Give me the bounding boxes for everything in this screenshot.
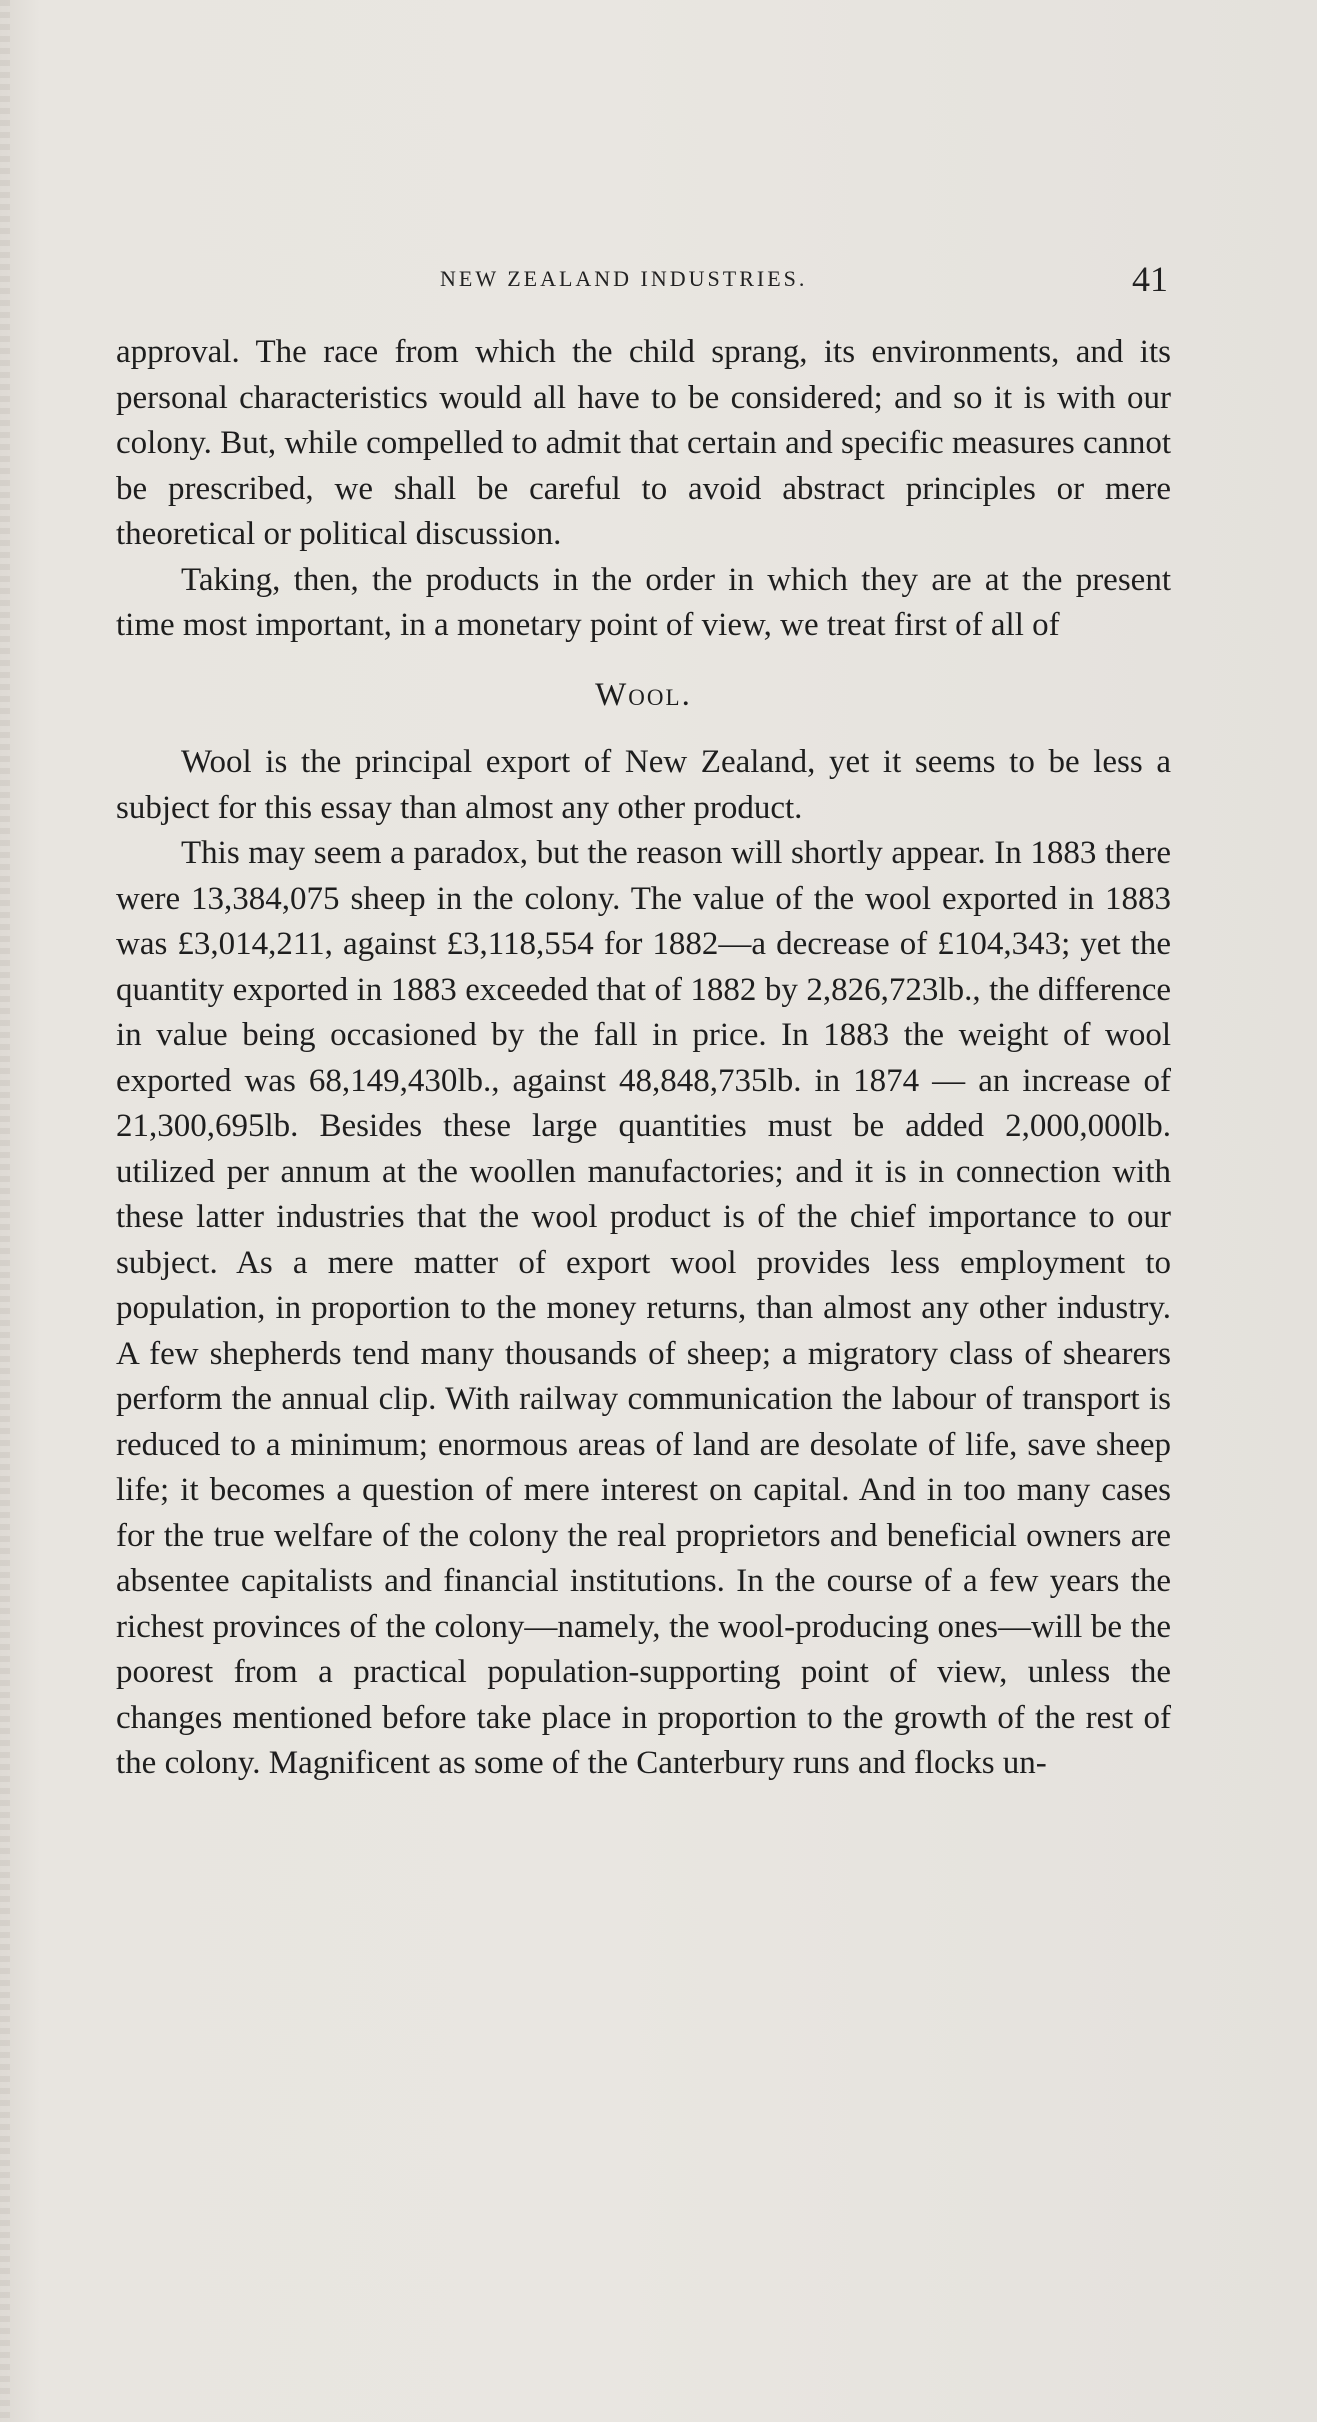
section-heading: Wool. (595, 676, 692, 713)
paragraph-continued: approval. The race from which the child sprang, its environments, and its personal characteristics would all have to be considered; and so it is with our colony. But, while compelled to admit that certain and specific measures cannot be prescribed, we shall be careful to avoid abstract principles or mere theoretical or political discussion. (116, 334, 1171, 552)
paragraph: Wool is the principal export of New Zealand, yet it seems to be less a subject for this essay than almost any other product. (116, 744, 1171, 826)
page-header (0, 258, 1317, 308)
paragraph: This may seem a paradox, but the reason will shortly appear. In 1883 there were 13,384,075 sheep in the colony. The value of the wool exported in 1883 was £3,014,211, against £3,118,554 for 1882—a decrease of £104,343; yet the quantity exported in 1883 exceeded that of 1882 by 2,826,723lb., the difference in value being occasioned by the fall in price. In 1883 the weight of wool exported was 68,149,430lb., against 48,848,735lb. in 1874 — an increase of 21,300,695lb. Besides these large quantities must be added 2,000,000lb. utilized per annum at the woollen manufactories; and it is in connection with these latter industries that the wool product is of the chief importance to our subject. As a mere matter of export wool provides less employment to population, in proportion to the money returns, than almost any other industry. A few shepherds tend many thousands of sheep; a migratory class of shearers perform the annual clip. With railway communication the labour of transport is reduced to a minimum; enormous areas of land are desolate of life, save sheep life; it becomes a question of mere interest on capital. And in too many cases for the true welfare of the colony the real proprietors and beneficial owners are absentee capitalists and financial institutions. In the course of a few years the richest provinces of the colony—namely, the wool-producing ones—will be the poorest from a practical population-supporting point of view, unless the changes mentioned before take place in proportion to the growth of the rest of the colony. Magnificent as some of the Canterbury runs and flocks un- (116, 835, 1171, 1781)
body-text (116, 330, 1171, 1787)
page-number: 41 (1132, 259, 1168, 299)
running-title: NEW ZEALAND INDUSTRIES. (440, 266, 808, 291)
binding-edge (0, 0, 10, 2422)
paragraph: Taking, then, the products in the order in which they are at the present time most important, in a monetary point of view, we treat first of all of (116, 561, 1171, 643)
